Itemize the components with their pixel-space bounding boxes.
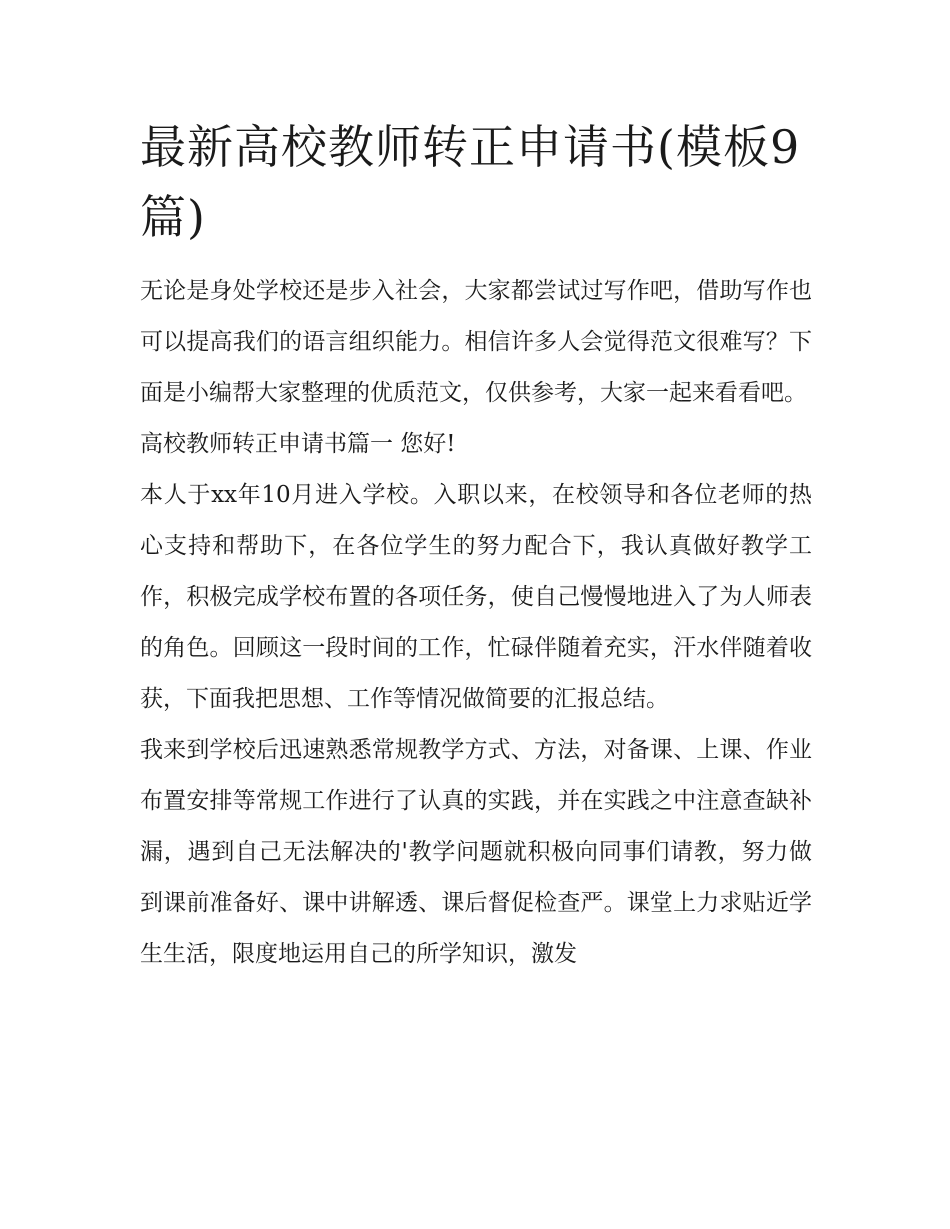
document-page [140,112,812,980]
document-title: 最新高校教师转正申请书(模板9篇) [140,120,801,244]
body-paragraph-2: 我来到学校后迅速熟悉常规教学方式、方法，对备课、上课、作业布置安排等常规工作进行了认真的实践，并在实践之中注意查缺补漏，遇到自己无法解决的'教学问题就积极向同事们请教，努力做到课前准备好、课中讲解透、课后督促检查严。课堂上力求贴近学生生活，限度地运用自己的所学知识，激发 [140,737,812,967]
intro-paragraph: 无论是身处学校还是步入社会，大家都尝试过写作吧，借助写作也可以提高我们的语言组织能力。相信许多人会觉得范文很难写？下面是小编帮大家整理的优质范文，仅供参考，大家一起来看看吧。 [140,278,812,406]
section-heading-greeting: 高校教师转正申请书篇一 您好! [140,431,456,457]
body-paragraph-1: 本人于xx年10月进入学校。入职以来，在校领导和各位老师的热心支持和帮助下，在各位学生的努力配合下，我认真做好教学工作，积极完成学校布置的各项任务，使自己慢慢地进入了为人师表的角色。回顾这一段时间的工作，忙碌伴随着充实，汗水伴随着收获，下面我把思想、工作等情况做简要的汇报总结。 [140,482,812,712]
